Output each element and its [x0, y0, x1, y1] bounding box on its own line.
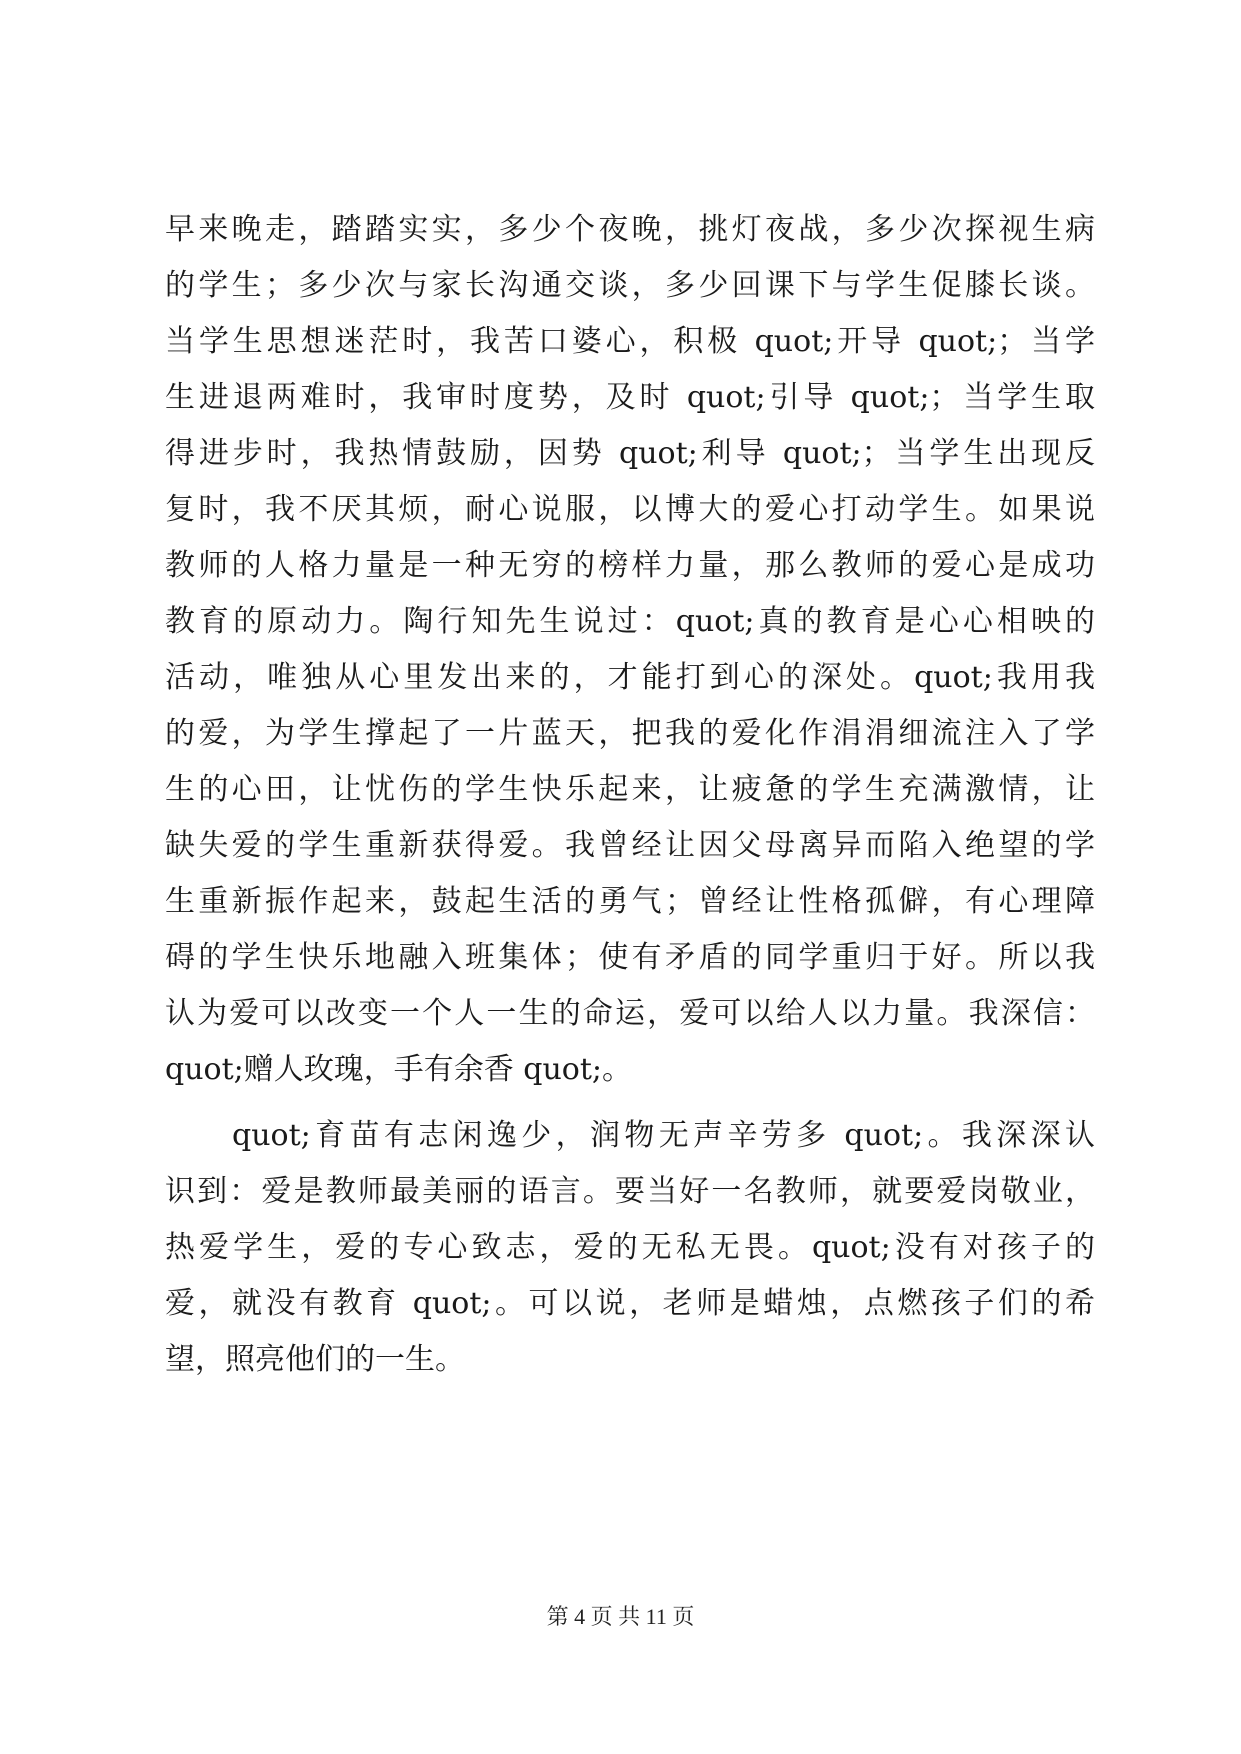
- text-line: 的学生；多少次与家长沟通交谈，多少回课下与学生促膝长谈。: [165, 268, 1095, 303]
- text-line: 望，照亮他们的一生。: [165, 1342, 465, 1377]
- text-line: 的爱，为学生撑起了一片蓝天，把我的爱化作涓涓细流注入了学: [165, 716, 1095, 751]
- text-line: 缺失爱的学生重新获得爱。我曾经让因父母离异而陷入绝望的学: [165, 828, 1095, 863]
- text-line: 早来晚走，踏踏实实，多少个夜晚，挑灯夜战，多少次探视生病: [165, 212, 1095, 247]
- text-line: 生进退两难时，我审时度势，及时 quot;引导 quot;；当学生取: [165, 380, 1095, 415]
- text-line: 活动，唯独从心里发出来的，才能打到心的深处。quot;我用我: [165, 660, 1095, 695]
- text-line: 爱，就没有教育 quot;。可以说，老师是蜡烛，点燃孩子们的希: [165, 1286, 1095, 1321]
- page-number-footer: 第 4 页 共 11 页: [546, 1604, 695, 1629]
- text-line: 当学生思想迷茫时，我苦口婆心，积极 quot;开导 quot;；当学: [165, 324, 1095, 359]
- text-line: 教师的人格力量是一种无穷的榜样力量，那么教师的爱心是成功: [165, 548, 1095, 583]
- text-line: 识到：爱是教师最美丽的语言。要当好一名教师，就要爱岗敬业，: [165, 1174, 1095, 1209]
- text-line: 碍的学生快乐地融入班集体；使有矛盾的同学重归于好。所以我: [165, 940, 1095, 975]
- text-line: 热爱学生，爱的专心致志，爱的无私无畏。quot;没有对孩子的: [165, 1230, 1095, 1265]
- text-line: quot;赠人玫瑰，手有余香 quot;。: [165, 1052, 633, 1087]
- text-line: 得进步时，我热情鼓励，因势 quot;利导 quot;；当学生出现反: [165, 436, 1095, 471]
- text-line: 复时，我不厌其烦，耐心说服，以博大的爱心打动学生。如果说: [165, 492, 1095, 527]
- text-line: 教育的原动力。陶行知先生说过：quot;真的教育是心心相映的: [165, 604, 1095, 639]
- text-line: 生的心田，让忧伤的学生快乐起来，让疲惫的学生充满激情，让: [165, 772, 1095, 807]
- text-line: 认为爱可以改变一个人一生的命运，爱可以给人以力量。我深信：: [165, 996, 1095, 1031]
- text-line: 生重新振作起来，鼓起生活的勇气；曾经让性格孤僻，有心理障: [165, 884, 1095, 919]
- text-line: quot;育苗有志闲逸少，润物无声辛劳多 quot;。我深深认: [232, 1118, 1095, 1153]
